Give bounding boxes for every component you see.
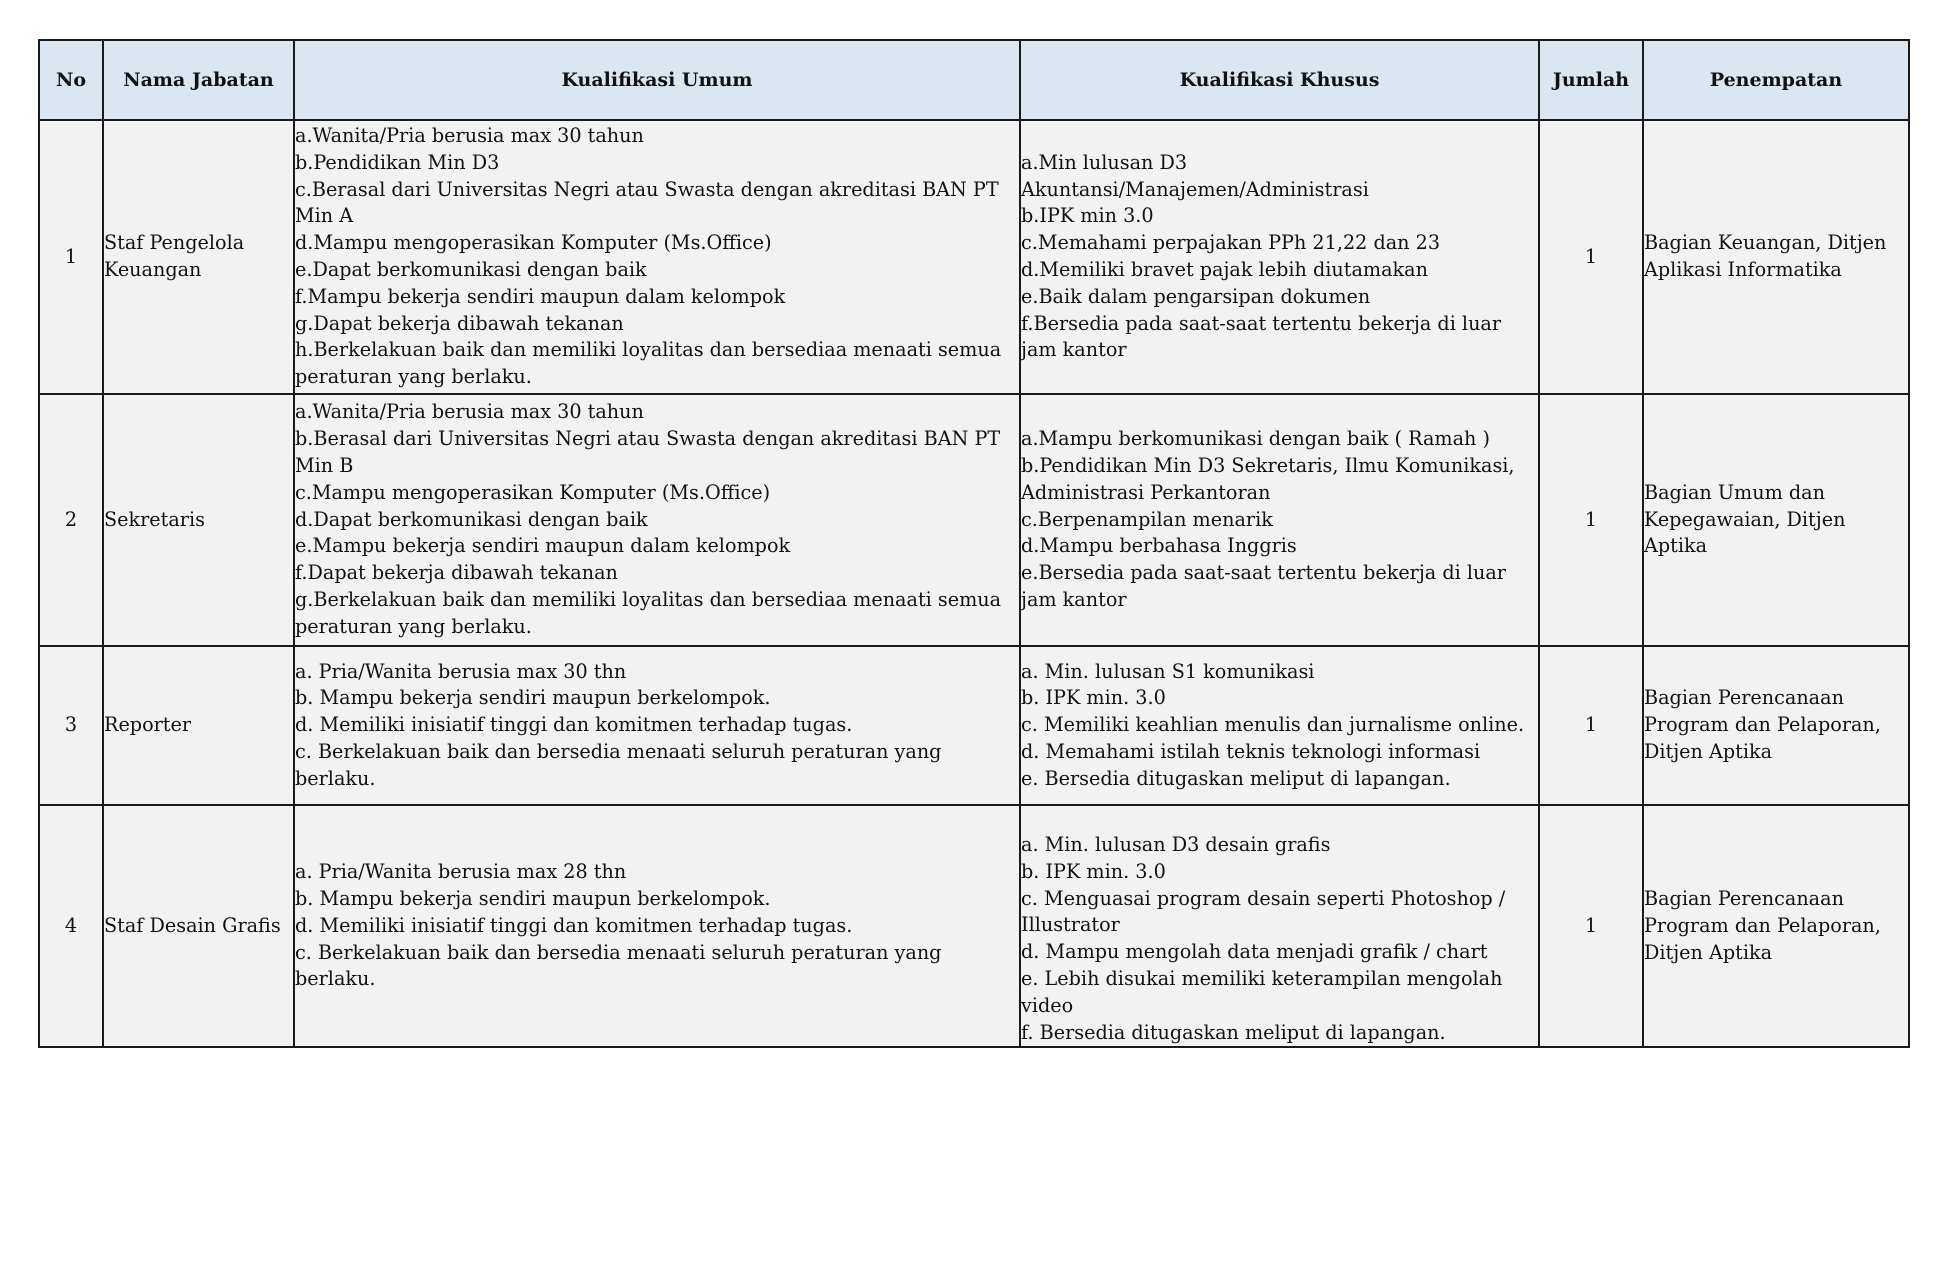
header-nama-jabatan: Nama Jabatan bbox=[103, 40, 294, 120]
job-table-sheet bbox=[38, 39, 1908, 1048]
cell-jumlah: 1 bbox=[1539, 120, 1643, 394]
list-item: a.Min lulusan D3 Akuntansi/Manajemen/Administrasi bbox=[1021, 150, 1369, 201]
header-no: No bbox=[39, 40, 103, 120]
cell-kualifikasi-umum bbox=[294, 120, 1020, 394]
list-item: b. IPK min. 3.0 bbox=[1021, 859, 1166, 883]
list-item: e.Baik dalam pengarsipan dokumen bbox=[1021, 284, 1371, 308]
list-item: a. Pria/Wanita berusia max 30 thn bbox=[295, 659, 627, 683]
header-kualifikasi-umum: Kualifikasi Umum bbox=[294, 40, 1020, 120]
list-item: a.Wanita/Pria berusia max 30 tahun bbox=[295, 400, 644, 424]
list-item: a. Pria/Wanita berusia max 28 thn bbox=[295, 860, 627, 884]
cell-kualifikasi-khusus bbox=[1020, 805, 1539, 1047]
list-item: f.Bersedia pada saat-saat tertentu bekerja di luar jam kantor bbox=[1021, 311, 1502, 362]
list-item: b.Berasal dari Universitas Negri atau Swasta dengan akreditasi BAN PT Min B bbox=[295, 427, 1001, 477]
list-item: b. Mampu bekerja sendiri maupun berkelompok. bbox=[295, 686, 771, 710]
header-jumlah: Jumlah bbox=[1539, 40, 1643, 120]
list-item: c. Berkelakuan baik dan bersedia menaati seluruh peraturan yang berlaku. bbox=[295, 739, 942, 790]
list-item: c.Berasal dari Universitas Negri atau Swasta dengan akreditasi BAN PT Min A bbox=[295, 177, 999, 228]
list-item: a. Min. lulusan D3 desain grafis bbox=[1021, 833, 1331, 856]
cell-kualifikasi-khusus bbox=[1020, 646, 1539, 805]
cell-penempatan: Bagian Perencanaan Program dan Pelaporan, Ditjen Aptika bbox=[1643, 805, 1909, 1047]
list-item: c. Menguasai program desain seperti Photoshop / Illustrator bbox=[1021, 886, 1506, 937]
list-item: a.Mampu berkomunikasi dengan baik ( Ramah ) bbox=[1021, 427, 1490, 451]
list-item: d.Dapat berkomunikasi dengan baik bbox=[295, 507, 648, 531]
list-item: d.Mampu berbahasa Inggris bbox=[1021, 534, 1297, 558]
cell-kualifikasi-khusus bbox=[1020, 394, 1539, 646]
cell-kualifikasi-umum bbox=[294, 805, 1020, 1047]
cell-no: 4 bbox=[39, 805, 103, 1047]
cell-kualifikasi-umum bbox=[294, 394, 1020, 646]
table-row bbox=[39, 646, 1909, 805]
cell-penempatan: Bagian Perencanaan Program dan Pelaporan, Ditjen Aptika bbox=[1643, 646, 1909, 805]
table-row bbox=[39, 805, 1909, 1047]
header-kualifikasi-khusus: Kualifikasi Khusus bbox=[1020, 40, 1539, 120]
list-item: b. IPK min. 3.0 bbox=[1021, 686, 1166, 710]
table-row bbox=[39, 394, 1909, 646]
list-item: d. Memiliki inisiatif tinggi dan komitmen terhadap tugas. bbox=[295, 713, 853, 737]
table-row bbox=[39, 120, 1909, 394]
list-item: b.Pendidikan Min D3 bbox=[295, 150, 500, 174]
list-item: b. Mampu bekerja sendiri maupun berkelompok. bbox=[295, 886, 771, 910]
cell-penempatan: Bagian Keuangan, Ditjen Aplikasi Informatika bbox=[1643, 120, 1909, 394]
cell-no: 2 bbox=[39, 394, 103, 646]
list-item: e. Bersedia ditugaskan meliput di lapangan. bbox=[1021, 766, 1451, 790]
list-item: g.Berkelakuan baik dan memiliki loyalitas dan bersediaa menaati semua peraturan yang berlaku. bbox=[295, 587, 1002, 638]
list-item: f.Dapat bekerja dibawah tekanan bbox=[295, 561, 618, 585]
cell-kualifikasi-umum bbox=[294, 646, 1020, 805]
cell-jumlah: 1 bbox=[1539, 805, 1643, 1047]
list-item: d.Memiliki bravet pajak lebih diutamakan bbox=[1021, 258, 1428, 281]
list-item: c. Memiliki keahlian menulis dan jurnalisme online. bbox=[1021, 713, 1525, 737]
cell-jumlah: 1 bbox=[1539, 394, 1643, 646]
list-item: b.Pendidikan Min D3 Sekretaris, Ilmu Komunikasi, Administrasi Perkantoran bbox=[1021, 454, 1515, 504]
list-item: c. Berkelakuan baik dan bersedia menaati seluruh peraturan yang berlaku. bbox=[295, 940, 942, 991]
list-item: f. Bersedia ditugaskan meliput di lapangan. bbox=[1021, 1020, 1446, 1044]
list-item: g.Dapat bekerja dibawah tekanan bbox=[295, 311, 624, 335]
list-item: e.Bersedia pada saat-saat tertentu bekerja di luar jam kantor bbox=[1021, 561, 1506, 611]
cell-no: 1 bbox=[39, 120, 103, 394]
list-item: e.Mampu bekerja sendiri maupun dalam kelompok bbox=[295, 534, 791, 558]
list-item: d. Memahami istilah teknis teknologi informasi bbox=[1021, 739, 1481, 763]
list-item: f.Mampu bekerja sendiri maupun dalam kelompok bbox=[295, 284, 786, 308]
list-item: a. Min. lulusan S1 komunikasi bbox=[1021, 659, 1315, 683]
cell-nama-jabatan: Staf Pengelola Keuangan bbox=[103, 120, 294, 394]
cell-no: 3 bbox=[39, 646, 103, 805]
cell-nama-jabatan: Reporter bbox=[103, 646, 294, 805]
list-item: c.Memahami perpajakan PPh 21,22 dan 23 bbox=[1021, 231, 1441, 255]
list-item: d.Mampu mengoperasikan Komputer (Ms.Office) bbox=[295, 231, 772, 255]
cell-penempatan: Bagian Umum dan Kepegawaian, Ditjen Aptika bbox=[1643, 394, 1909, 646]
list-item: c.Berpenampilan menarik bbox=[1021, 507, 1273, 531]
job-qualifications-table bbox=[38, 39, 1910, 1048]
list-item: b.IPK min 3.0 bbox=[1021, 204, 1154, 228]
list-item: a.Wanita/Pria berusia max 30 tahun bbox=[295, 124, 644, 148]
list-item: c.Mampu mengoperasikan Komputer (Ms.Office) bbox=[295, 480, 771, 504]
list-item: e. Lebih disukai memiliki keterampilan mengolah video bbox=[1021, 966, 1503, 1017]
header-penempatan: Penempatan bbox=[1643, 40, 1909, 120]
list-item: h.Berkelakuan baik dan memiliki loyalitas dan bersediaa menaati semua peraturan yang berlaku. bbox=[295, 338, 1002, 389]
cell-kualifikasi-khusus bbox=[1020, 120, 1539, 394]
cell-nama-jabatan: Staf Desain Grafis bbox=[103, 805, 294, 1047]
list-item: d. Memiliki inisiatif tinggi dan komitmen terhadap tugas. bbox=[295, 913, 853, 937]
cell-nama-jabatan: Sekretaris bbox=[103, 394, 294, 646]
table-header-row bbox=[39, 40, 1909, 120]
cell-jumlah: 1 bbox=[1539, 646, 1643, 805]
list-item: e.Dapat berkomunikasi dengan baik bbox=[295, 258, 647, 281]
list-item: d. Mampu mengolah data menjadi grafik / chart bbox=[1021, 940, 1488, 964]
